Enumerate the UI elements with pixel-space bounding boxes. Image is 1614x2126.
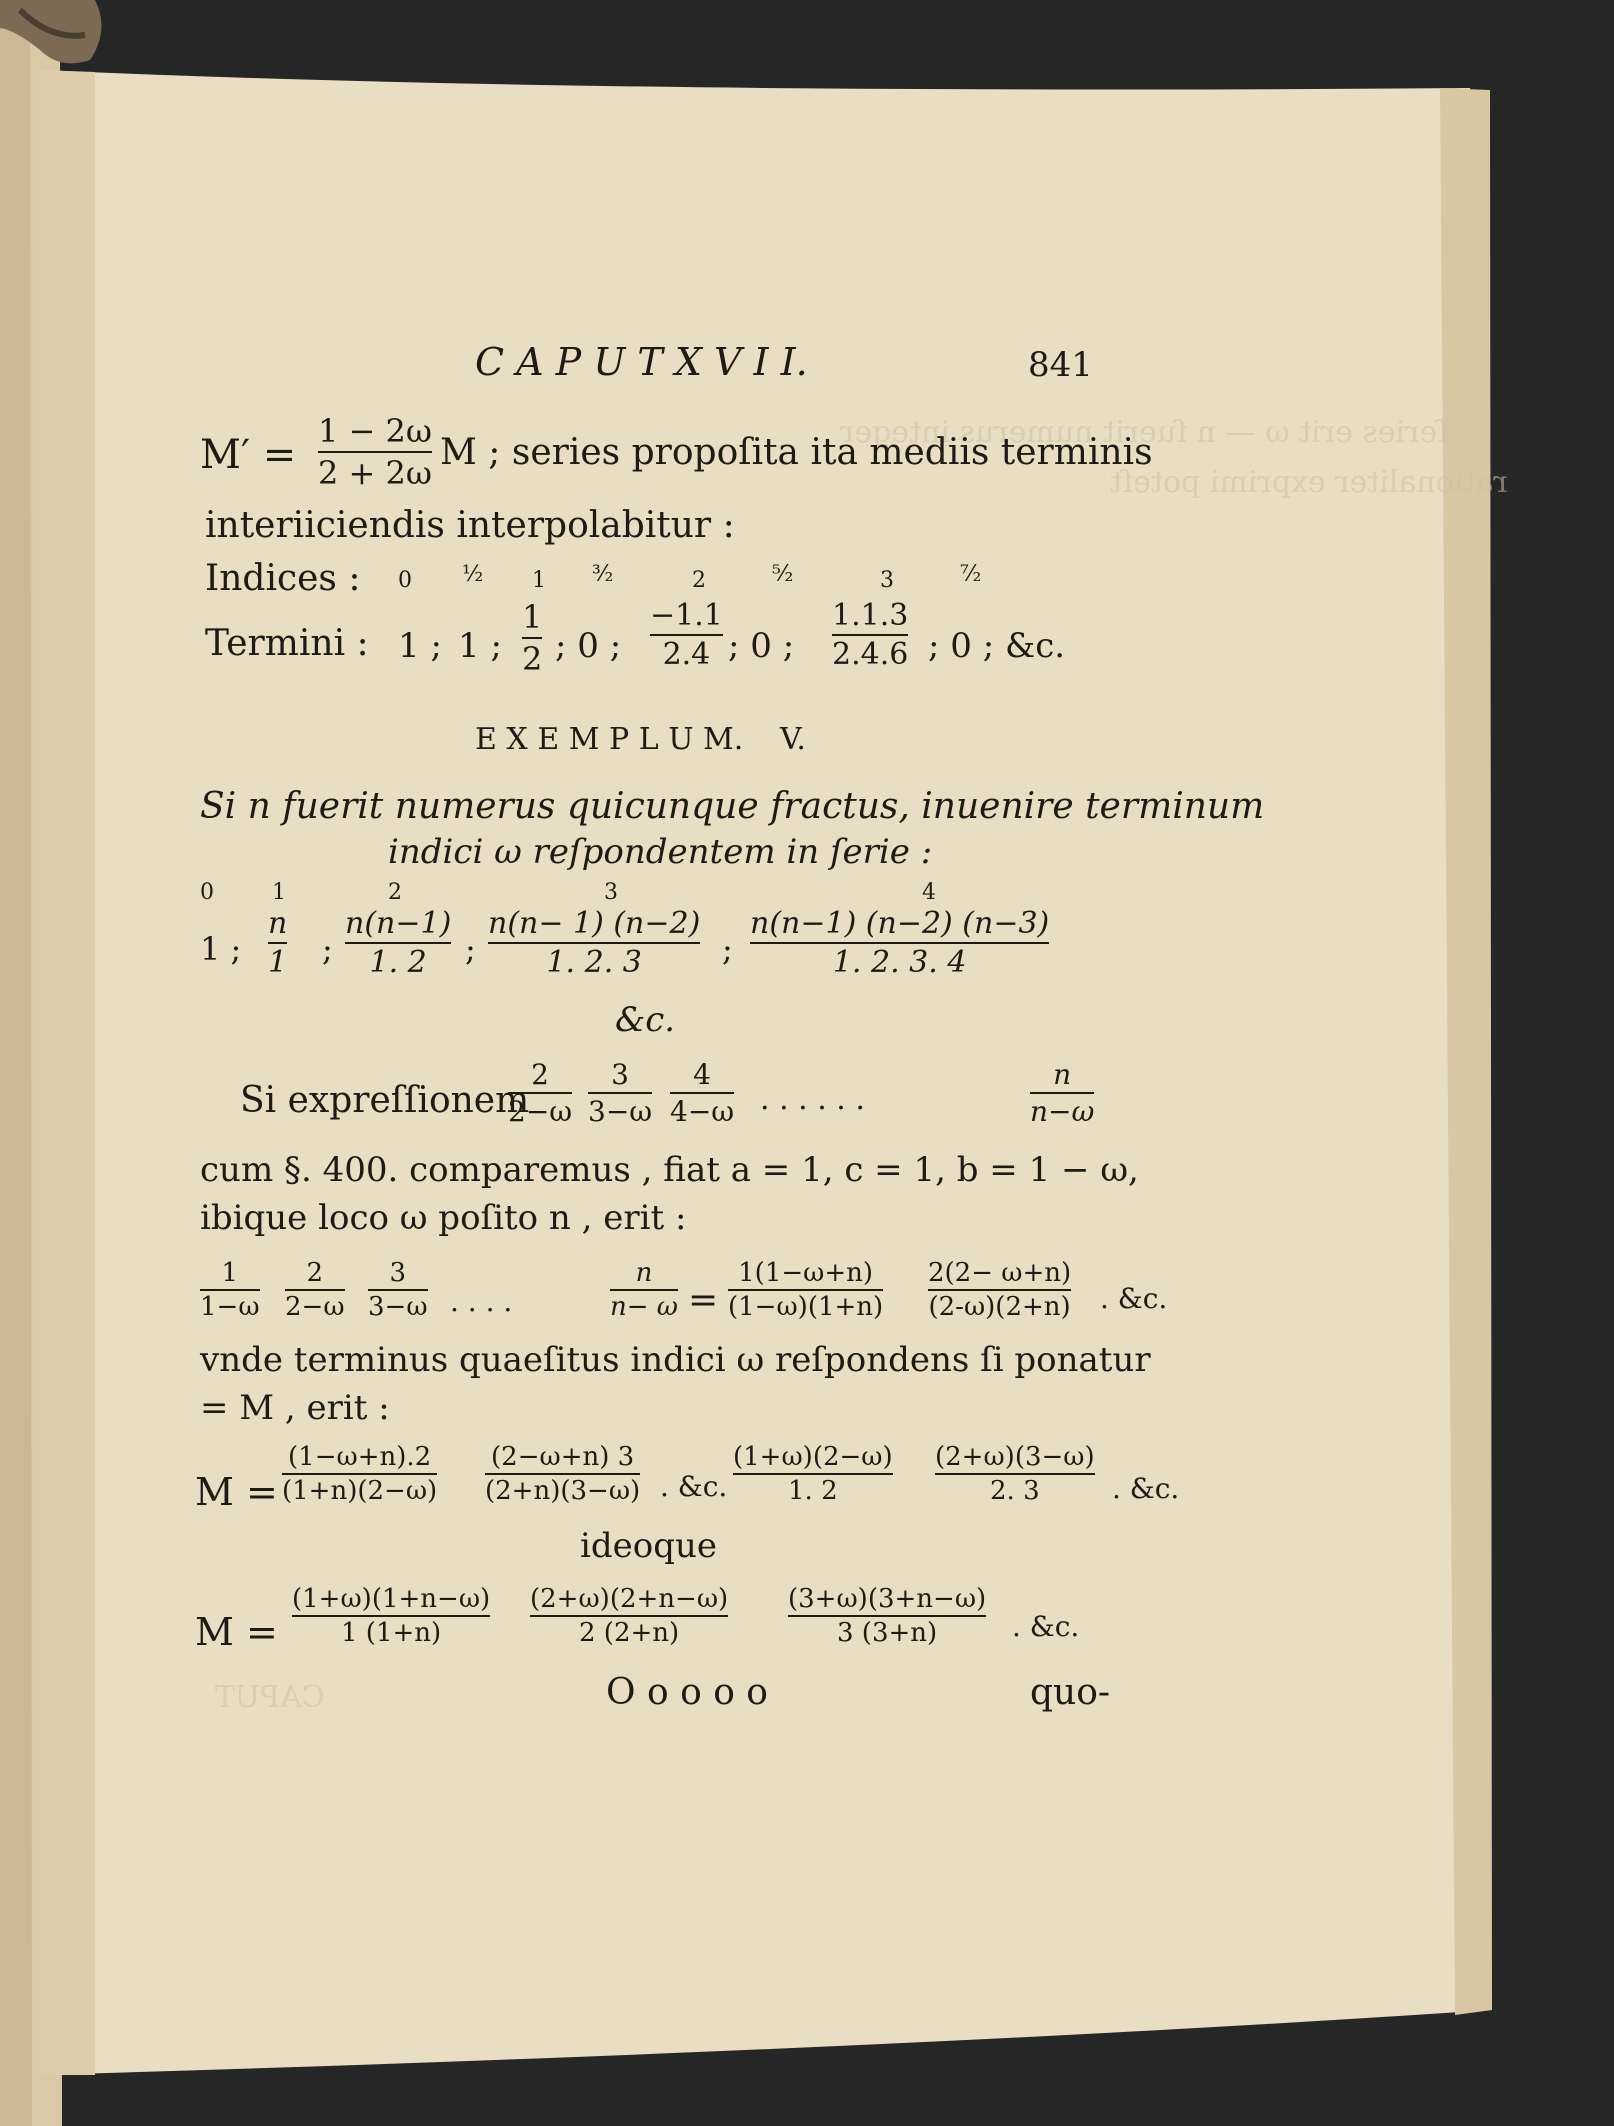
show-through-text: rationaliter exprimi poteſt xyxy=(1110,465,1508,500)
eq-lhs: M = xyxy=(195,1610,278,1654)
fraction: n 1 xyxy=(268,906,288,980)
fraction: 1 − 2ω 2 + 2ω xyxy=(318,412,432,492)
signature-mark: O o o o o xyxy=(606,1672,768,1713)
series-index: 2 xyxy=(388,880,402,905)
text-line: vnde terminus quaeſitus indici ω reſpondens ſi ponatur xyxy=(200,1340,1151,1380)
ellipsis: . . . . . . xyxy=(760,1082,865,1117)
series-index: 4 xyxy=(922,880,936,905)
term: ; 0 ; xyxy=(728,626,795,666)
fraction: n n−ω xyxy=(1030,1058,1095,1128)
index-value: ½ xyxy=(462,562,484,587)
show-through-text: CAPUT xyxy=(215,1680,325,1715)
text-line: cum §. 400. comparemus , fiat a = 1, c = 1, b = 1 − ω, xyxy=(200,1150,1139,1190)
fraction: n n− ω xyxy=(610,1258,678,1322)
fraction: (1−ω+n).2 (1+n)(2−ω) xyxy=(282,1442,438,1506)
fraction: 2 2−ω xyxy=(508,1058,573,1128)
term: ; 0 ; &c. xyxy=(928,626,1066,666)
running-title: C A P U T X V I I. xyxy=(475,340,808,384)
separator: ; xyxy=(722,930,733,968)
etc-mark: . &c. xyxy=(1012,1610,1080,1643)
fraction: 2(2− ω+n) (2-ω)(2+n) xyxy=(928,1258,1072,1322)
fraction: 4 4−ω xyxy=(670,1058,735,1128)
fraction: n(n−1) (n−2) (n−3) 1. 2. 3. 4 xyxy=(750,906,1050,980)
fraction: n(n− 1) (n−2) 1. 2. 3 xyxy=(488,906,701,980)
term: 1 ; xyxy=(458,626,502,666)
fraction: (1+ω)(2−ω) 1. 2 xyxy=(733,1442,893,1506)
index-value: 1 xyxy=(532,568,546,593)
text-line: interiiciendis interpolabitur : xyxy=(205,505,735,546)
indices-label: Indices : xyxy=(205,558,361,599)
separator: ; xyxy=(465,930,476,968)
index-value: ⁷⁄₂ xyxy=(960,562,982,587)
termini-label: Termini : xyxy=(205,623,369,664)
catchword: quo- xyxy=(1030,1672,1111,1713)
fraction: (2−ω+n) 3 (2+n)(3−ω) xyxy=(485,1442,641,1506)
exemplum-heading: E X E M P L U M. xyxy=(475,722,744,757)
ellipsis: . . . . xyxy=(450,1285,513,1318)
fraction: 3 3−ω xyxy=(368,1258,428,1322)
fraction: 1(1−ω+n) (1−ω)(1+n) xyxy=(728,1258,884,1322)
text-line: M ; series propoſita ita mediis terminis xyxy=(440,432,1153,473)
fraction: (1+ω)(1+n−ω) 1 (1+n) xyxy=(292,1584,491,1648)
text-line: ideoque xyxy=(580,1526,718,1566)
index-value: ⁵⁄₂ xyxy=(772,562,794,587)
etc-mark: . &c. xyxy=(1112,1472,1180,1505)
fraction: −1.1 2.4 xyxy=(650,598,723,672)
series-index: 0 xyxy=(200,880,214,905)
series-term: 1 ; xyxy=(200,930,242,968)
fraction: 1.1.3 2.4.6 xyxy=(832,598,909,672)
fraction: n(n−1) 1. 2 xyxy=(345,906,452,980)
etc-mark: &c. xyxy=(615,1000,676,1040)
separator: ; xyxy=(322,930,333,968)
index-value: 2 xyxy=(692,568,706,593)
fraction: (2+ω)(3−ω) 2. 3 xyxy=(935,1442,1095,1506)
fraction: 3 3−ω xyxy=(588,1058,653,1128)
series-index: 1 xyxy=(272,880,286,905)
text-line: = M , erit : xyxy=(200,1388,390,1428)
fraction: 1 2 xyxy=(522,598,543,678)
fraction: 2 2−ω xyxy=(285,1258,345,1322)
show-through-text: ſeries erit ω — n ſuerit numerus integer xyxy=(840,415,1449,450)
series-index: 3 xyxy=(604,880,618,905)
etc-mark: . &c. xyxy=(660,1470,728,1503)
problem-line: Si n fuerit numerus quicunque fractus, inuenire terminum xyxy=(200,786,1265,827)
etc-mark: . &c. xyxy=(1100,1282,1168,1315)
term: ; 0 ; xyxy=(555,626,622,666)
eq-lhs: M = xyxy=(195,1470,278,1514)
fraction: (2+ω)(2+n−ω) 2 (2+n) xyxy=(530,1584,729,1648)
eq-lhs: M′ = xyxy=(200,432,297,478)
exemplum-numeral: V. xyxy=(780,722,806,757)
index-value: ³⁄₂ xyxy=(592,562,614,587)
equals-sign: = xyxy=(688,1280,719,1321)
term: 1 ; xyxy=(398,626,442,666)
text-line: ibique loco ω poſito n , erit : xyxy=(200,1198,687,1238)
text-line: Si expreſſionem xyxy=(240,1080,530,1121)
fraction: 1 1−ω xyxy=(200,1258,260,1322)
index-value: 3 xyxy=(880,568,894,593)
fraction: (3+ω)(3+n−ω) 3 (3+n) xyxy=(788,1584,987,1648)
index-value: 0 xyxy=(398,568,412,593)
page-number: 841 xyxy=(1028,345,1093,385)
problem-line: indici ω reſpondentem in ſerie : xyxy=(388,832,933,872)
